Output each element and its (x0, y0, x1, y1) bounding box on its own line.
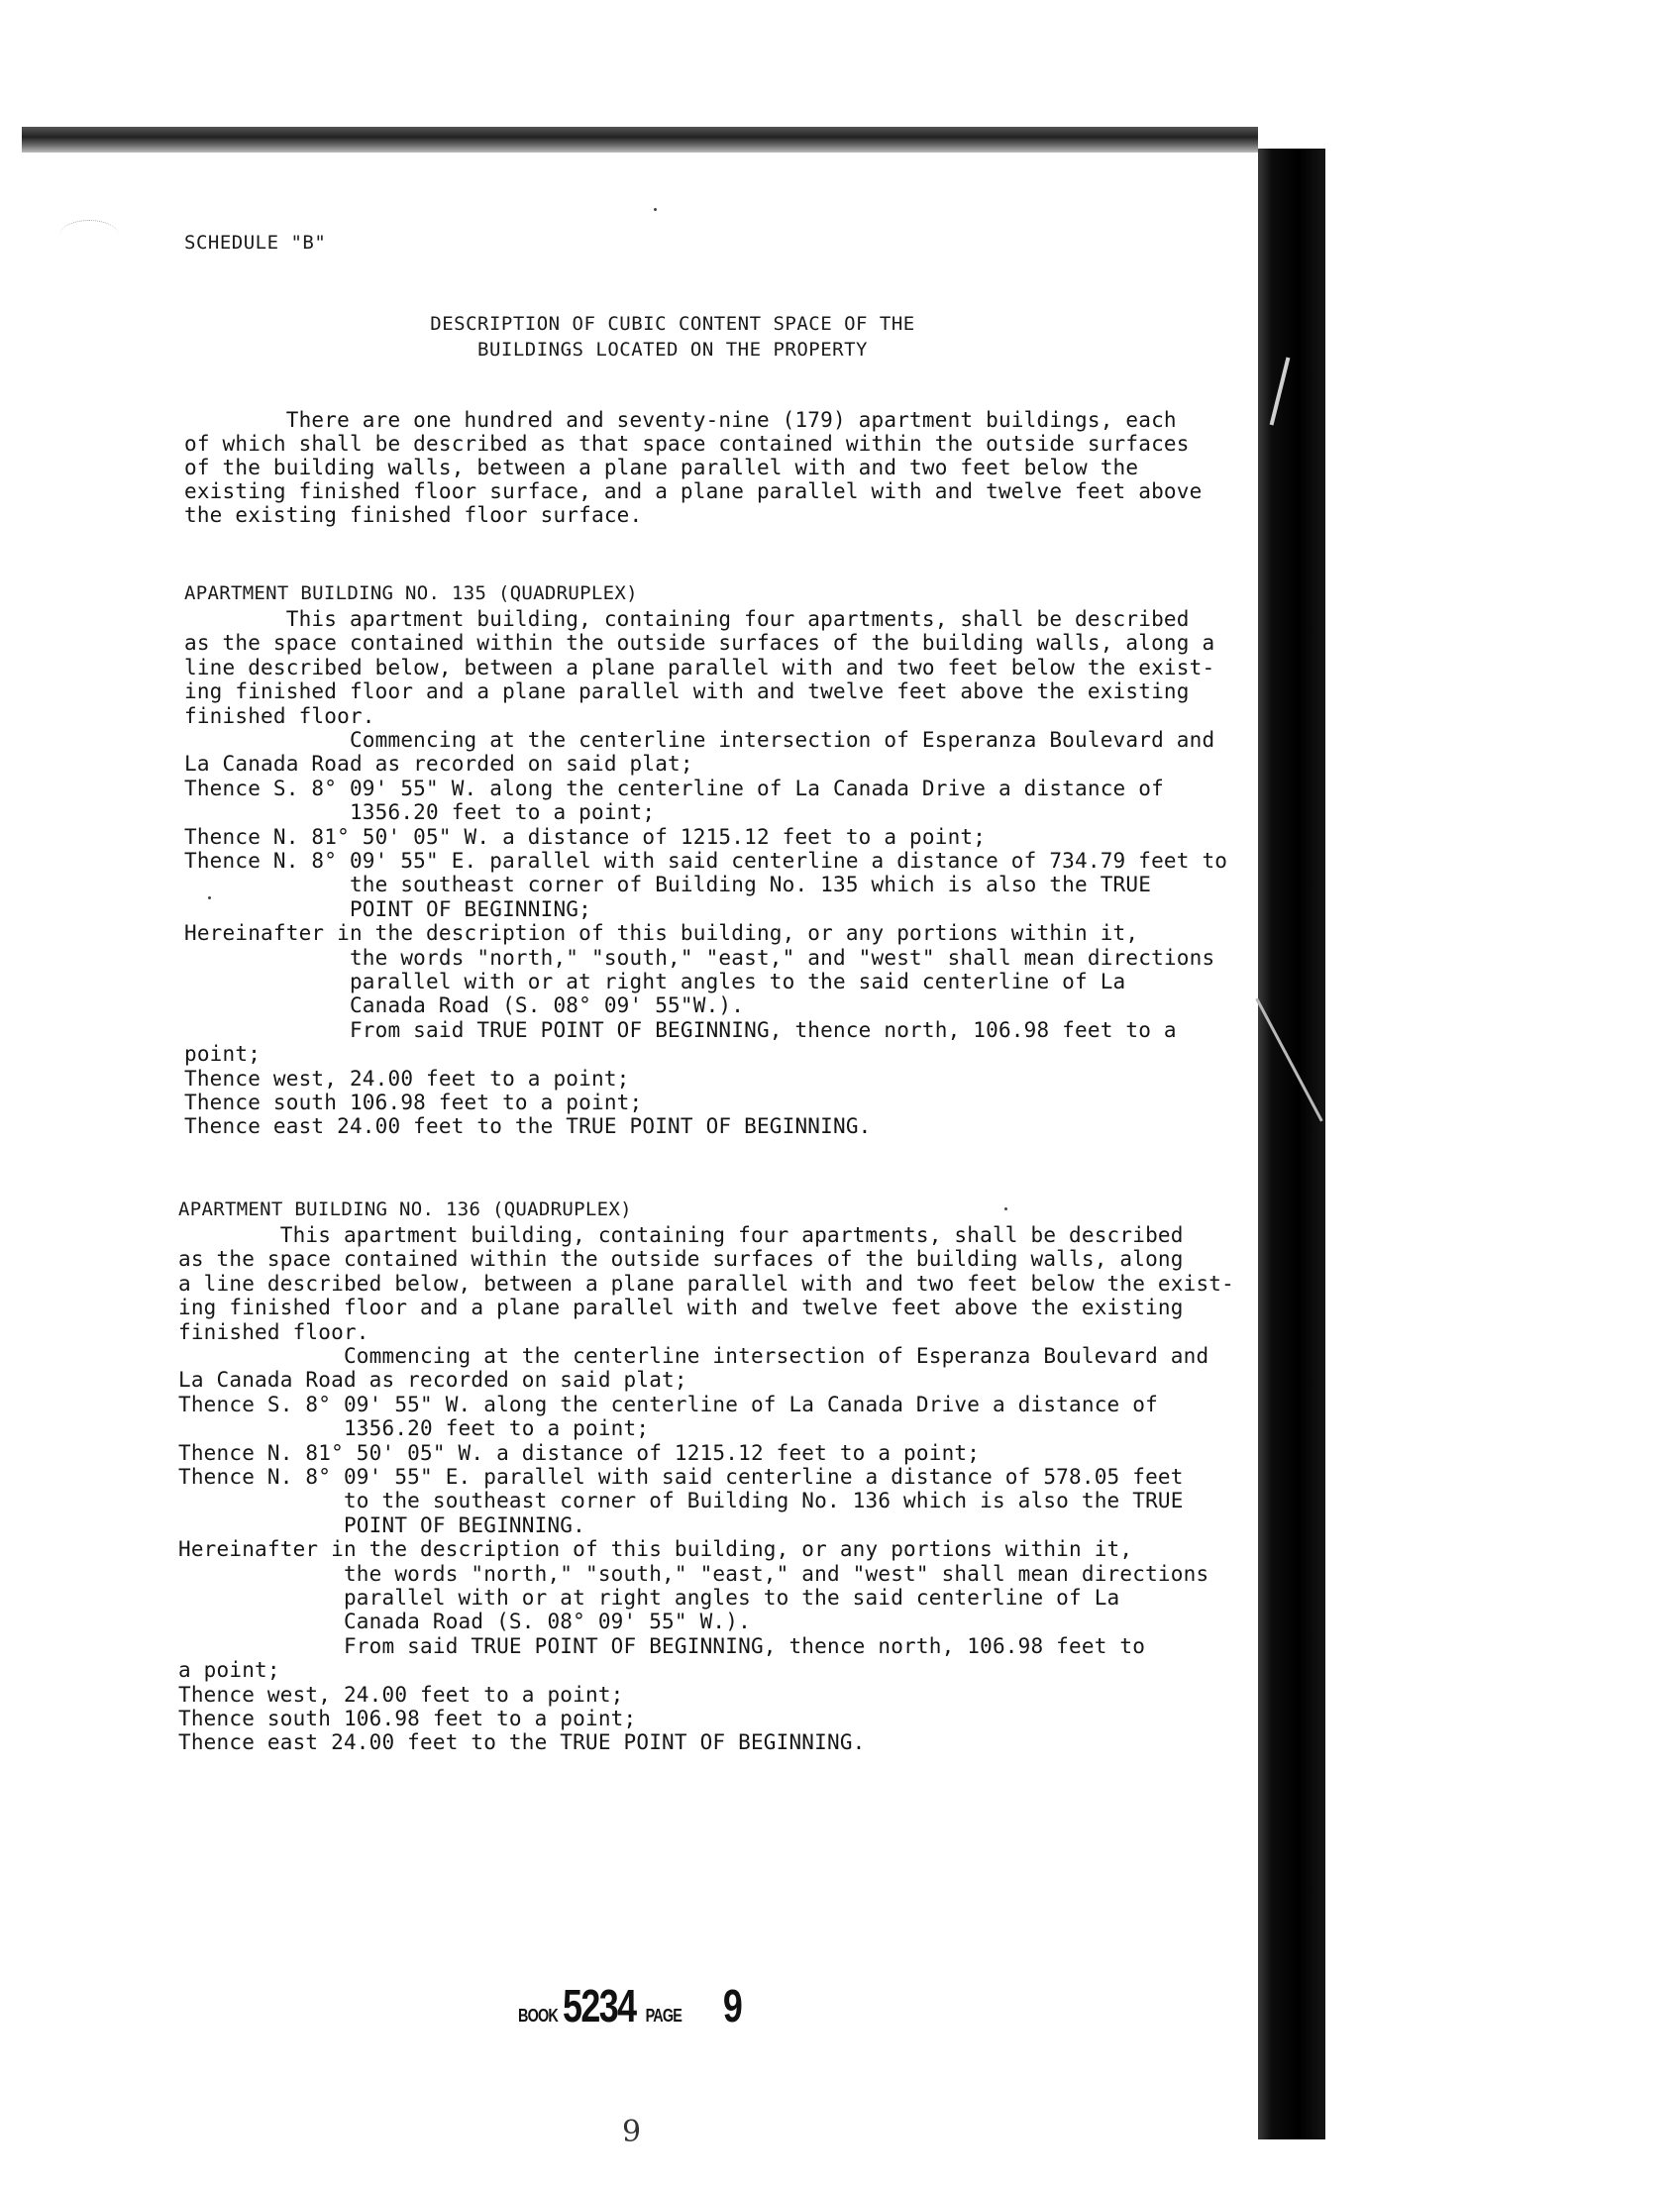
text-line: to the southeast corner of Building No. 136 which is also the TRUE (178, 1489, 1184, 1513)
text-line: Thence N. 8° 09' 55" E. parallel with said centerline a distance of 734.79 feet to (184, 849, 1228, 873)
text-line: the existing finished floor surface. (184, 503, 643, 527)
page-label: PAGE (645, 2006, 682, 2026)
text-line: Thence south 106.98 feet to a point; (178, 1707, 637, 1730)
text-line: point; (184, 1042, 262, 1067)
scan-speck (654, 208, 657, 211)
footer-page-number: 9 (622, 2115, 642, 2149)
text-line: ing finished floor and a plane parallel with and twelve feet above the existing (184, 679, 1190, 704)
text-line: ing finished floor and a plane parallel with and twelve feet above the existing (178, 1296, 1184, 1320)
text-line: a line described below, between a plane parallel with and two feet below the exist- (178, 1271, 1234, 1296)
text-line: Thence N. 81° 50' 05" W. a distance of 1215.12 feet to a point; (178, 1440, 981, 1465)
text-line: finished floor. (178, 1319, 369, 1344)
scan-right-edge (1258, 149, 1325, 2139)
book-label: BOOK (518, 2006, 558, 2026)
text-line: the words "north," "south," "east," and "west" shall mean directions (178, 1561, 1209, 1586)
text-line: finished floor. (184, 703, 375, 728)
text-line: Thence east 24.00 feet to the TRUE POINT OF BEGINNING. (184, 1114, 872, 1139)
text-line: Hereinafter in the description of this building, or any portions within it, (178, 1537, 1133, 1562)
text-line: This apartment building, containing four apartments, shall be described (184, 607, 1190, 631)
text-line: Canada Road (S. 08° 09' 55" W.). (178, 1610, 751, 1634)
schedule-label: SCHEDULE "B" (184, 232, 327, 254)
text-line: parallel with or at right angles to the said centerline of La (178, 1586, 1120, 1610)
text-line: as the space contained within the outside surfaces of the building walls, along a (184, 631, 1215, 656)
book-page-stamp (513, 1979, 746, 2032)
text-line: of which shall be described as that space contained within the outside surfaces (184, 432, 1190, 456)
building-heading: APARTMENT BUILDING NO. 135 (QUADRUPLEX) (184, 582, 638, 604)
text-line: as the space contained within the outside surfaces of the building walls, along (178, 1247, 1184, 1272)
text-line: a point; (178, 1658, 280, 1683)
text-line: From said TRUE POINT OF BEGINNING, thence north, 106.98 feet to (178, 1633, 1146, 1658)
text-line: From said TRUE POINT OF BEGINNING, thence north, 106.98 feet to a (184, 1017, 1177, 1042)
document-title-line-1: DESCRIPTION OF CUBIC CONTENT SPACE OF THE (430, 313, 915, 335)
text-line: Hereinafter in the description of this building, or any portions within it, (184, 921, 1139, 946)
text-line: Thence S. 8° 09' 55" W. along the centerline of La Canada Drive a distance of (178, 1392, 1158, 1416)
text-line: 1356.20 feet to a point; (184, 800, 656, 825)
text-line: Commencing at the centerline intersection of Esperanza Boulevard and (184, 728, 1215, 752)
text-line: La Canada Road as recorded on said plat; (178, 1368, 687, 1393)
text-line: This apartment building, containing four apartments, shall be described (178, 1223, 1184, 1247)
text-line: Thence N. 8° 09' 55" E. parallel with said centerline a distance of 578.05 feet (178, 1465, 1184, 1489)
text-line: Thence west, 24.00 feet to a point; (184, 1066, 630, 1091)
scan-speck (1004, 1207, 1007, 1210)
text-line: the southeast corner of Building No. 135 which is also the TRUE (184, 873, 1152, 897)
text-line: POINT OF BEGINNING. (178, 1512, 585, 1537)
text-line: La Canada Road as recorded on said plat; (184, 752, 693, 777)
text-line: line described below, between a plane parallel with and two feet below the exist- (184, 655, 1215, 679)
text-line: There are one hundred and seventy-nine (179) apartment buildings, each (184, 408, 1177, 432)
text-line: parallel with or at right angles to the said centerline of La (184, 970, 1126, 993)
document-title-line-2: BUILDINGS LOCATED ON THE PROPERTY (477, 339, 868, 361)
text-line: of the building walls, between a plane parallel with and two feet below the (184, 456, 1139, 479)
scan-top-edge (22, 127, 1258, 153)
text-line: POINT OF BEGINNING; (184, 896, 591, 921)
building-heading: APARTMENT BUILDING NO. 136 (QUADRUPLEX) (178, 1198, 632, 1220)
scan-artifact (59, 220, 119, 251)
text-line: Thence south 106.98 feet to a point; (184, 1091, 643, 1114)
text-line: Canada Road (S. 08° 09' 55"W.). (184, 993, 745, 1018)
text-line: Commencing at the centerline intersection of Esperanza Boulevard and (178, 1344, 1209, 1368)
text-line: Thence N. 81° 50' 05" W. a distance of 1215.12 feet to a point; (184, 824, 987, 849)
text-line: existing finished floor surface, and a plane parallel with and twelve feet above (184, 479, 1203, 503)
text-line: 1356.20 feet to a point; (178, 1416, 650, 1441)
text-line: Thence east 24.00 feet to the TRUE POINT OF BEGINNING. (178, 1730, 866, 1755)
text-line: the words "north," "south," "east," and "west" shall mean directions (184, 945, 1215, 970)
stamp-page-number: 9 (722, 1980, 743, 2031)
text-line: Thence west, 24.00 feet to a point; (178, 1682, 624, 1707)
text-line: Thence S. 8° 09' 55" W. along the centerline of La Canada Drive a distance of (184, 776, 1164, 800)
book-number: 5234 (563, 1980, 636, 2031)
